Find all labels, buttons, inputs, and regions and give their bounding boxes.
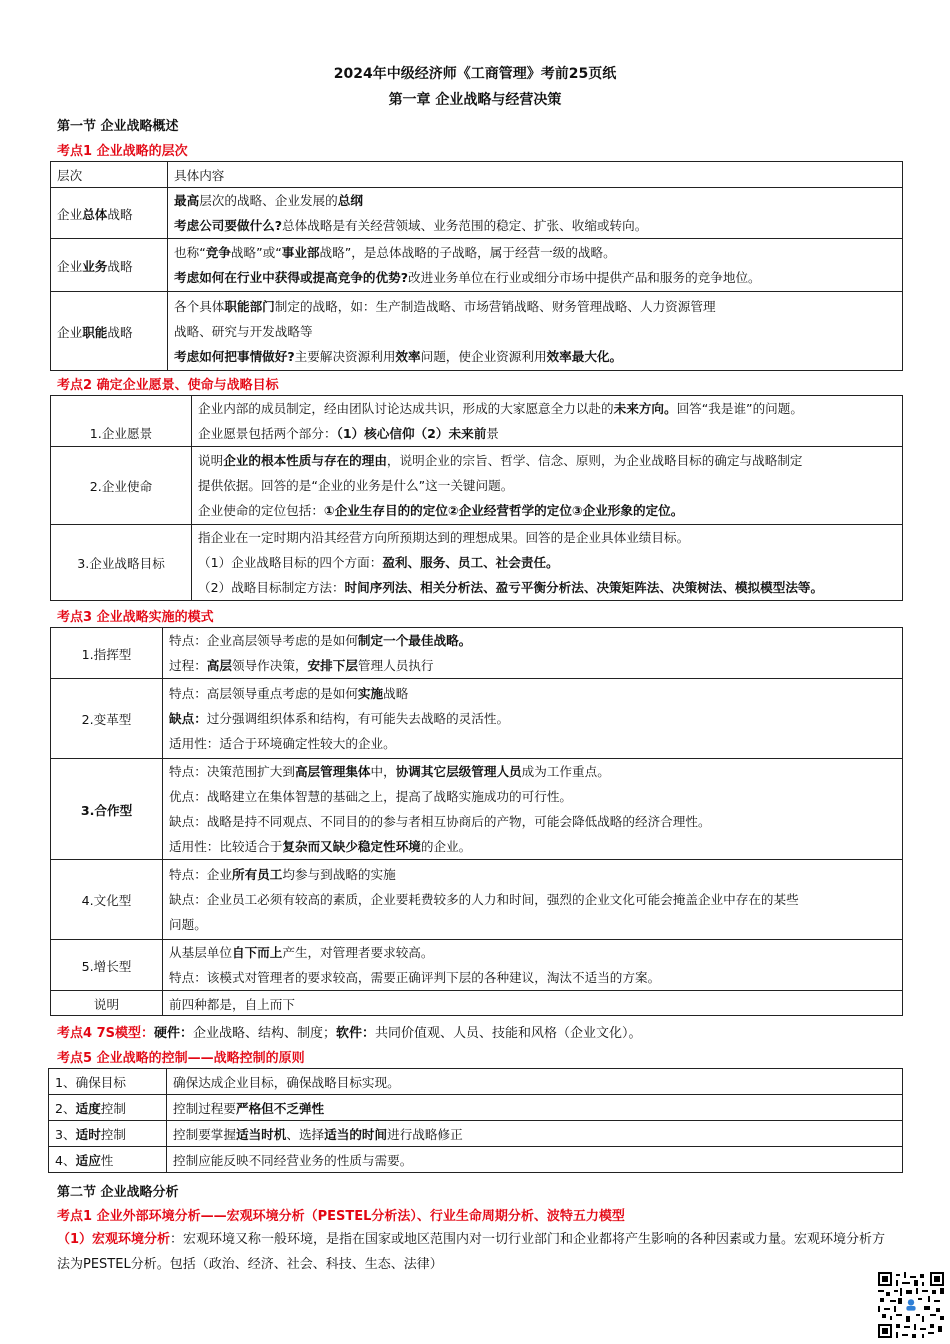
table-row [51, 292, 903, 371]
row-label: 3.企业战略目标 [51, 525, 192, 601]
section2-kp1-title: 考点1 企业外部环境分析——宏观环境分析（PESTEL分析法）、行业生命周期分析、波特五力模型 [57, 1209, 625, 1224]
row-label: 5.增长型 [51, 940, 163, 991]
row-content: 企业内部的成员制定，经由团队讨论达成共识，形成的大家愿意全力以赴的未来方向。回答“我是谁”的问题。 企业愿景包括两个部分：（1）核心信仰（2）未来前景 [192, 396, 903, 447]
kp2-title: 考点2 确定企业愿景、使命与战略目标 [57, 378, 279, 393]
table-row [49, 1121, 903, 1147]
table-row [51, 396, 903, 447]
row-content: 控制过程要严格但不乏弹性 [167, 1095, 903, 1121]
row-label: 2.企业使命 [51, 447, 192, 525]
section-2-title: 第二节 企业战略分析 [57, 1185, 179, 1200]
row-content: 控制要掌握适当时机、选择适当的时间进行战略修正 [167, 1121, 903, 1147]
table-row [51, 991, 903, 1016]
strategy-level-table [50, 161, 903, 371]
row-label: 4、适应性 [49, 1147, 167, 1173]
kp5-title: 考点5 企业战略的控制——战略控制的原则 [57, 1051, 305, 1066]
row-label: 1.企业愿景 [51, 396, 192, 447]
document-title: 2024年中级经济师《工商管理》考前25页纸 [333, 66, 617, 82]
row-label: 企业总体战略 [51, 188, 168, 239]
row-content: 特点：高层领导重点考虑的是如何实施战略 缺点：过分强调组织体系和结构，有可能失去战略的灵活性。 适用性：适合于环境确定性较大的企业。 [163, 679, 903, 759]
row-label: 说明 [51, 991, 163, 1016]
row-content: 也称“竞争战略”或“事业部战略”，是总体战略的子战略，属于经营一级的战略。 考虑如何在行业中获得或提高竞争的优势?改进业务单位在行业或细分市场中提供产品和服务的竞争地位。 [168, 239, 903, 292]
row-label: 4.文化型 [51, 860, 163, 940]
row-content: 从基层单位自下而上产生，对管理者要求较高。 特点：该模式对管理者的要求较高，需要正确评判下层的各种建议，淘汰不适当的方案。 [163, 940, 903, 991]
row-label: 1.指挥型 [51, 628, 163, 679]
row-content: 各个具体职能部门制定的战略，如：生产制造战略、市场营销战略、财务管理战略、人力资源管理 战略、研究与开发战略等 考虑如何把事情做好?主要解决资源利用效率问题，使企业资源利用效率最大化。 [168, 292, 903, 371]
row-label: 企业职能战略 [51, 292, 168, 371]
table-row [51, 447, 903, 525]
section-1-title: 第一节 企业战略概述 [57, 119, 179, 134]
row-label: 2、适度控制 [49, 1095, 167, 1121]
macro-environment-paragraph: （1）宏观环境分析：宏观环境又称一般环境，是指在国家或地区范围内对一切行业部门和企业都将产生影响的各种因素或力量。宏观环境分析方法为PESTEL分析。包括（政治、经济、社会、科技、生态、法律） [57, 1232, 886, 1272]
table-row [51, 679, 903, 759]
table-row [51, 628, 903, 679]
row-content: 控制应能反映不同经营业务的性质与需要。 [167, 1147, 903, 1173]
table-row [49, 1147, 903, 1173]
table-row [49, 1069, 903, 1095]
table-row [51, 188, 903, 239]
kp1-title: 考点1 企业战略的层次 [57, 144, 188, 159]
kp4-line: 考点4 7S模型：硬件：企业战略、结构、制度；软件：共同价值观、人员、技能和风格（企业文化）。 [57, 1026, 642, 1041]
row-label: 3、适时控制 [49, 1121, 167, 1147]
implementation-model-table [50, 627, 903, 1016]
table-row [51, 759, 903, 860]
kp3-title: 考点3 企业战略实施的模式 [57, 610, 214, 625]
row-label: 企业业务战略 [51, 239, 168, 292]
table-row [51, 940, 903, 991]
table-header: 层次 [51, 162, 168, 188]
row-label: 2.变革型 [51, 679, 163, 759]
qr-code-icon [878, 1272, 944, 1338]
table-row [49, 1095, 903, 1121]
vision-mission-table [50, 395, 903, 601]
table-row [51, 860, 903, 940]
row-content: 指企业在一定时期内沿其经营方向所预期达到的理想成果。回答的是企业具体业绩目标。 （1）企业战略目标的四个方面：盈利、服务、员工、社会责任。 （2）战略目标制定方法：时间序列法、相关分析法、盈亏平衡分析法、决策矩阵法、决策树法、模拟模型法等。 [192, 525, 903, 601]
row-content: 特点：企业高层领导考虑的是如何制定一个最佳战略。 过程：高层领导作决策，安排下层管理人员执行 [163, 628, 903, 679]
row-label: 1、确保目标 [49, 1069, 167, 1095]
kp4-title: 考点4 7S模型： [57, 1026, 154, 1041]
row-content: 确保达成企业目标，确保战略目标实现。 [167, 1069, 903, 1095]
row-content: 最高层次的战略、企业发展的总纲 考虑公司要做什么?总体战略是有关经营领域、业务范围的稳定、扩张、收缩或转向。 [168, 188, 903, 239]
control-principle-table [48, 1068, 903, 1173]
row-content: 前四种都是，自上而下 [163, 991, 903, 1016]
row-label: 3.合作型 [51, 759, 163, 860]
row-content: 特点：企业所有员工均参与到战略的实施 缺点：企业员工必须有较高的素质，企业要耗费较多的人力和时间，强烈的企业文化可能会掩盖企业中存在的某些 问题。 [163, 860, 903, 940]
row-content: 特点：决策范围扩大到高层管理集体中，协调其它层级管理人员成为工作重点。 优点：战略建立在集体智慧的基础之上，提高了战略实施成功的可行性。 缺点：战略是持不同观点、不同目的的参与者相互协商后的产物，可能会降低战略的经济合理性。 适用性：比较适合于复杂而又缺少稳定性环境的企业。 [163, 759, 903, 860]
table-row [51, 239, 903, 292]
table-header: 具体内容 [168, 162, 903, 188]
chapter-title: 第一章 企业战略与经营决策 [388, 92, 562, 108]
table-row [51, 525, 903, 601]
row-content: 说明企业的根本性质与存在的理由，说明企业的宗旨、哲学、信念、原则，为企业战略目标的确定与战略制定 提供依据。回答的是“企业的业务是什么”这一关键问题。 企业使命的定位包括：①企业生存目的的定位②企业经营哲学的定位③企业形象的定位。 [192, 447, 903, 525]
